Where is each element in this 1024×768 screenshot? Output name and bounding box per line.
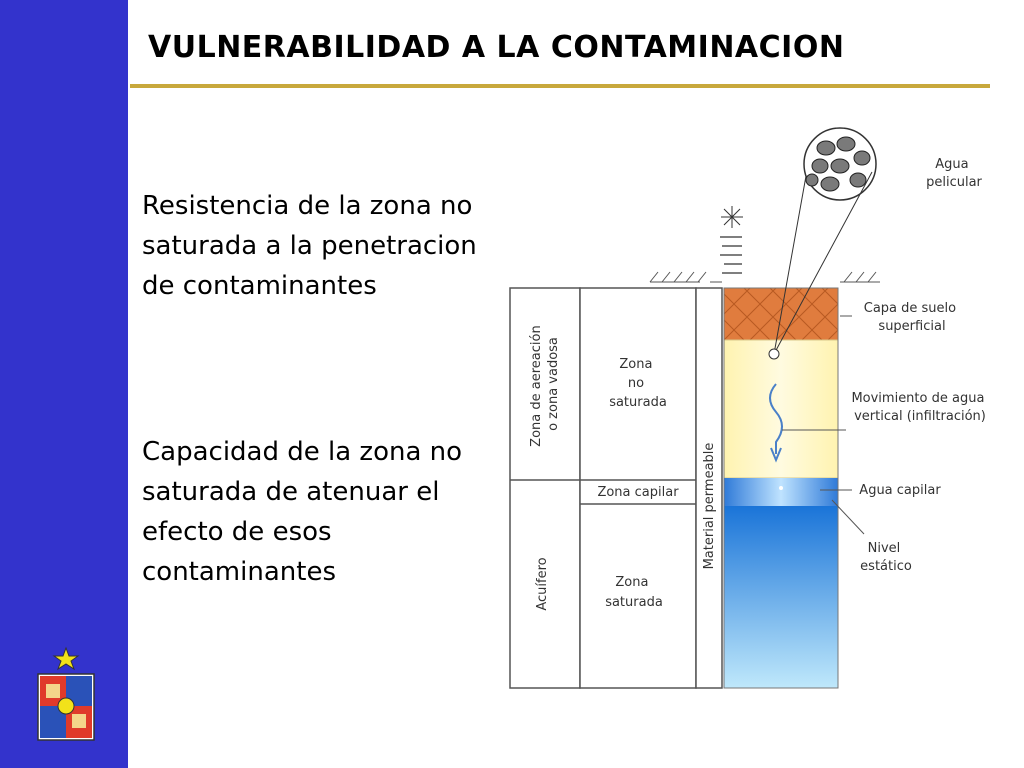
slide-title: VULNERABILIDAD A LA CONTAMINACION [148, 30, 845, 65]
paragraph-resistencia: Resistencia de la zona no saturada a la penetracion de contaminantes [142, 191, 477, 301]
pore-magnifier [804, 128, 876, 200]
col1-top-label: Zona de aereación o zona vadosa [529, 325, 561, 447]
col2-bottom-label: Zona saturada [605, 575, 663, 610]
label-nivel: Nivel estático [860, 541, 912, 574]
university-logo [30, 644, 102, 748]
label-capa-suelo: Capa de suelo superficial [863, 301, 957, 334]
label-movimiento: Movimiento de agua vertical (infiltración) [851, 391, 986, 424]
col2-top-label: Zona no saturada [609, 357, 667, 410]
label-agua-capilar: Agua capilar [859, 483, 941, 498]
sun-icon [721, 206, 743, 228]
groundwater-diagram [500, 122, 1010, 692]
label-agua-pelicular: Agua pelicular [926, 157, 982, 190]
title-underline [130, 84, 990, 88]
col2-mid-label: Zona capilar [597, 485, 679, 500]
col3-label: Material permeable [702, 442, 717, 570]
col1-bottom-label: Acuífero [535, 557, 550, 611]
paragraph-capacidad: Capacidad de la zona no saturada de atenuar el efecto de esos contaminantes [142, 437, 463, 587]
